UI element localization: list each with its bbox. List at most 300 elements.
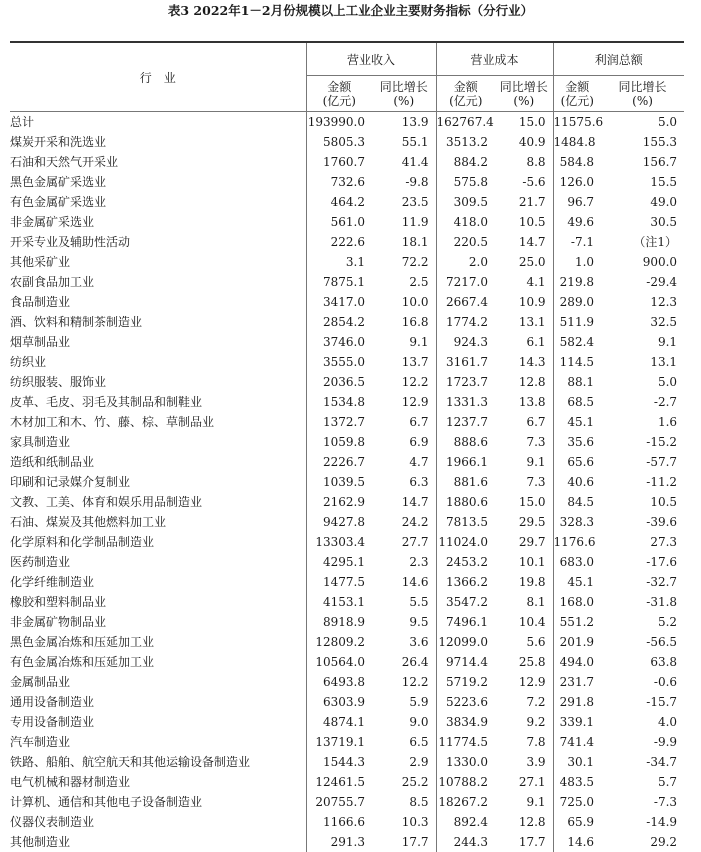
profit-growth: -7.3 [601, 792, 684, 812]
revenue-growth: 13.9 [372, 112, 436, 133]
cost-growth: 12.8 [495, 372, 553, 392]
amount-label: 金额 [327, 80, 351, 94]
table-row [10, 212, 684, 232]
revenue-amount: 12461.5 [306, 772, 372, 792]
profit-growth: -17.6 [601, 552, 684, 572]
table-row [10, 252, 684, 272]
table-row [10, 632, 684, 652]
industry-name: 纺织业 [10, 352, 306, 372]
profit-amount: 1.0 [553, 252, 601, 272]
table-row [10, 772, 684, 792]
profit-growth: 156.7 [601, 152, 684, 172]
cost-amount: 11024.0 [436, 532, 495, 552]
revenue-growth: 11.9 [372, 212, 436, 232]
cost-amount: 5719.2 [436, 672, 495, 692]
table-row [10, 192, 684, 212]
profit-amount: 11575.6 [553, 112, 601, 133]
growth-unit: (%) [513, 94, 534, 108]
cost-growth: 12.8 [495, 812, 553, 832]
industry-name: 食品制造业 [10, 292, 306, 312]
revenue-amount: 3.1 [306, 252, 372, 272]
table-row [10, 292, 684, 312]
table-row [10, 332, 684, 352]
cost-growth: 8.1 [495, 592, 553, 612]
cost-growth: 17.7 [495, 832, 553, 852]
table-row [10, 412, 684, 432]
revenue-amount: 2226.7 [306, 452, 372, 472]
cost-amount: 1774.2 [436, 312, 495, 332]
industry-name: 非金属矿采选业 [10, 212, 306, 232]
cost-amount: 2453.2 [436, 552, 495, 572]
industry-name: 计算机、通信和其他电子设备制造业 [10, 792, 306, 812]
profit-growth: 63.8 [601, 652, 684, 672]
cost-growth: 13.1 [495, 312, 553, 332]
profit-growth: 12.3 [601, 292, 684, 312]
table-row [10, 372, 684, 392]
amount-unit: (亿元) [561, 94, 594, 108]
revenue-growth: 16.8 [372, 312, 436, 332]
revenue-amount: 1534.8 [306, 392, 372, 412]
cost-growth: 40.9 [495, 132, 553, 152]
table-row [10, 832, 684, 852]
profit-growth: （注1） [601, 232, 684, 252]
profit-growth: 13.1 [601, 352, 684, 372]
cost-growth: 14.7 [495, 232, 553, 252]
revenue-growth: 6.3 [372, 472, 436, 492]
cost-growth: 12.9 [495, 672, 553, 692]
industry-name: 其他制造业 [10, 832, 306, 852]
profit-amount: 201.9 [553, 632, 601, 652]
revenue-amount: 2854.2 [306, 312, 372, 332]
table-row [10, 152, 684, 172]
industry-name: 造纸和纸制品业 [10, 452, 306, 472]
cost-growth: 7.3 [495, 472, 553, 492]
industry-name: 酒、饮料和精制茶制造业 [10, 312, 306, 332]
industry-name: 黑色金属矿采选业 [10, 172, 306, 192]
revenue-growth: 10.3 [372, 812, 436, 832]
profit-growth: -56.5 [601, 632, 684, 652]
cost-growth: 4.1 [495, 272, 553, 292]
cost-growth: 6.1 [495, 332, 553, 352]
table-row [10, 492, 684, 512]
revenue-growth: 4.7 [372, 452, 436, 472]
industry-name: 石油和天然气开采业 [10, 152, 306, 172]
industry-name: 煤炭开采和洗选业 [10, 132, 306, 152]
revenue-growth: 24.2 [372, 512, 436, 532]
industry-name: 纺织服装、服饰业 [10, 372, 306, 392]
table-row [10, 752, 684, 772]
industry-name: 金属制品业 [10, 672, 306, 692]
revenue-growth: 6.7 [372, 412, 436, 432]
profit-growth: -32.7 [601, 572, 684, 592]
table-row [10, 712, 684, 732]
industry-name: 非金属矿物制品业 [10, 612, 306, 632]
profit-amount: 219.8 [553, 272, 601, 292]
industry-name: 仪器仪表制造业 [10, 812, 306, 832]
industry-name: 家具制造业 [10, 432, 306, 452]
table-row [10, 592, 684, 612]
profit-growth-header [601, 76, 684, 112]
profit-header: 利润总额 [553, 42, 684, 76]
profit-amount: 1484.8 [553, 132, 601, 152]
profit-growth: 15.5 [601, 172, 684, 192]
revenue-amount: 6493.8 [306, 672, 372, 692]
profit-amount: 741.4 [553, 732, 601, 752]
revenue-growth-header [372, 76, 436, 112]
cost-growth: 6.7 [495, 412, 553, 432]
table-row [10, 132, 684, 152]
revenue-growth: 10.0 [372, 292, 436, 312]
table-row [10, 612, 684, 632]
revenue-growth: 17.7 [372, 832, 436, 852]
profit-growth: -14.9 [601, 812, 684, 832]
revenue-amount: 291.3 [306, 832, 372, 852]
growth-label: 同比增长 [619, 80, 667, 94]
revenue-growth: 12.2 [372, 372, 436, 392]
table-body [10, 112, 684, 852]
industry-name: 开采专业及辅助性活动 [10, 232, 306, 252]
cost-amount: 18267.2 [436, 792, 495, 812]
cost-growth: 25.0 [495, 252, 553, 272]
profit-amount: 683.0 [553, 552, 601, 572]
industry-header: 行业 [10, 42, 306, 112]
revenue-amount: 732.6 [306, 172, 372, 192]
cost-amount: 3834.9 [436, 712, 495, 732]
cost-growth: 10.9 [495, 292, 553, 312]
profit-amount: 65.9 [553, 812, 601, 832]
industry-name: 化学纤维制造业 [10, 572, 306, 592]
industry-name: 印刷和记录媒介复制业 [10, 472, 306, 492]
profit-amount: 584.8 [553, 152, 601, 172]
industry-name: 总计 [10, 112, 306, 133]
profit-amount: 168.0 [553, 592, 601, 612]
profit-amount: 84.5 [553, 492, 601, 512]
revenue-growth: 2.9 [372, 752, 436, 772]
cost-growth: -5.6 [495, 172, 553, 192]
profit-amount: 483.5 [553, 772, 601, 792]
cost-growth: 19.8 [495, 572, 553, 592]
cost-growth: 27.1 [495, 772, 553, 792]
cost-growth: 3.9 [495, 752, 553, 772]
cost-growth: 9.1 [495, 452, 553, 472]
profit-growth: -9.9 [601, 732, 684, 752]
profit-growth: 30.5 [601, 212, 684, 232]
profit-amount: 68.5 [553, 392, 601, 412]
amount-unit: (亿元) [449, 94, 482, 108]
industry-name: 木材加工和木、竹、藤、棕、草制品业 [10, 412, 306, 432]
industry-name: 橡胶和塑料制品业 [10, 592, 306, 612]
table-row [10, 812, 684, 832]
revenue-growth: 14.6 [372, 572, 436, 592]
profit-amount: 231.7 [553, 672, 601, 692]
cost-growth: 15.0 [495, 492, 553, 512]
profit-growth: 5.0 [601, 112, 684, 133]
revenue-growth: 9.1 [372, 332, 436, 352]
cost-amount: 1723.7 [436, 372, 495, 392]
profit-growth: 49.0 [601, 192, 684, 212]
revenue-amount: 1760.7 [306, 152, 372, 172]
industry-name: 专用设备制造业 [10, 712, 306, 732]
industry-name: 电气机械和器材制造业 [10, 772, 306, 792]
cost-growth: 5.6 [495, 632, 553, 652]
profit-amount: 14.6 [553, 832, 601, 852]
revenue-growth: 9.0 [372, 712, 436, 732]
revenue-amount: 3417.0 [306, 292, 372, 312]
cost-amount: 884.2 [436, 152, 495, 172]
cost-growth: 25.8 [495, 652, 553, 672]
cost-growth: 29.5 [495, 512, 553, 532]
profit-growth: 29.2 [601, 832, 684, 852]
revenue-growth: 72.2 [372, 252, 436, 272]
cost-growth: 29.7 [495, 532, 553, 552]
table-row [10, 312, 684, 332]
cost-growth: 8.8 [495, 152, 553, 172]
profit-growth: 5.7 [601, 772, 684, 792]
industry-name: 铁路、船舶、航空航天和其他运输设备制造业 [10, 752, 306, 772]
table-row-total [10, 112, 684, 133]
revenue-amount: 10564.0 [306, 652, 372, 672]
industry-name: 其他采矿业 [10, 252, 306, 272]
table-row [10, 452, 684, 472]
cost-amount: 162767.4 [436, 112, 495, 133]
profit-growth: 4.0 [601, 712, 684, 732]
revenue-amount: 4874.1 [306, 712, 372, 732]
profit-growth: -57.7 [601, 452, 684, 472]
cost-amount: 1330.0 [436, 752, 495, 772]
profit-growth: -29.4 [601, 272, 684, 292]
cost-growth: 14.3 [495, 352, 553, 372]
industry-name: 烟草制品业 [10, 332, 306, 352]
amount-unit: (亿元) [323, 94, 356, 108]
table-title: 表3 2022年1－2月份规模以上工业企业主要财务指标（分行业） [0, 0, 701, 22]
revenue-growth: 3.6 [372, 632, 436, 652]
profit-growth: 1.6 [601, 412, 684, 432]
cost-amount: 244.3 [436, 832, 495, 852]
industry-name: 汽车制造业 [10, 732, 306, 752]
profit-amount: 96.7 [553, 192, 601, 212]
table-row [10, 172, 684, 192]
revenue-growth: 5.9 [372, 692, 436, 712]
profit-growth: -34.7 [601, 752, 684, 772]
revenue-header: 营业收入 [306, 42, 436, 76]
revenue-amount: 20755.7 [306, 792, 372, 812]
cost-amount: 888.6 [436, 432, 495, 452]
profit-amount: 88.1 [553, 372, 601, 392]
cost-growth: 21.7 [495, 192, 553, 212]
cost-amount: 3161.7 [436, 352, 495, 372]
revenue-growth: 27.7 [372, 532, 436, 552]
industry-name: 黑色金属冶炼和压延加工业 [10, 632, 306, 652]
revenue-growth: 23.5 [372, 192, 436, 212]
table-row [10, 392, 684, 412]
cost-amount: 2.0 [436, 252, 495, 272]
revenue-amount: 3746.0 [306, 332, 372, 352]
document-page [0, 0, 701, 22]
revenue-amount: 1544.3 [306, 752, 372, 772]
profit-growth: -15.2 [601, 432, 684, 452]
industry-name: 通用设备制造业 [10, 692, 306, 712]
profit-amount: 65.6 [553, 452, 601, 472]
table-row [10, 232, 684, 252]
cost-amount: 3547.2 [436, 592, 495, 612]
table-row [10, 672, 684, 692]
cost-amount: 3513.2 [436, 132, 495, 152]
profit-growth: -31.8 [601, 592, 684, 612]
cost-amount: 1880.6 [436, 492, 495, 512]
revenue-growth: 9.5 [372, 612, 436, 632]
profit-amount: 40.6 [553, 472, 601, 492]
table-row [10, 552, 684, 572]
profit-growth: 5.2 [601, 612, 684, 632]
cost-growth: 7.8 [495, 732, 553, 752]
cost-growth: 9.1 [495, 792, 553, 812]
profit-amount: 291.8 [553, 692, 601, 712]
revenue-amount: 1372.7 [306, 412, 372, 432]
financial-indicators-table [10, 41, 684, 852]
cost-amount: 220.5 [436, 232, 495, 252]
revenue-amount: 1166.6 [306, 812, 372, 832]
profit-amount: 551.2 [553, 612, 601, 632]
table-row [10, 472, 684, 492]
table-row [10, 572, 684, 592]
revenue-growth: 14.7 [372, 492, 436, 512]
profit-growth: -15.7 [601, 692, 684, 712]
table-row [10, 732, 684, 752]
cost-amount: 2667.4 [436, 292, 495, 312]
cost-growth: 13.8 [495, 392, 553, 412]
profit-amount: 289.0 [553, 292, 601, 312]
table-row [10, 692, 684, 712]
cost-amount: 10788.2 [436, 772, 495, 792]
cost-amount: 1366.2 [436, 572, 495, 592]
revenue-amount: 1039.5 [306, 472, 372, 492]
cost-amount: 1237.7 [436, 412, 495, 432]
growth-label: 同比增长 [380, 80, 428, 94]
cost-amount: 924.3 [436, 332, 495, 352]
growth-unit: (%) [393, 94, 414, 108]
revenue-amount: 12809.2 [306, 632, 372, 652]
profit-amount: 114.5 [553, 352, 601, 372]
revenue-amount-header [306, 76, 372, 112]
revenue-growth: 6.9 [372, 432, 436, 452]
revenue-growth: 5.5 [372, 592, 436, 612]
revenue-amount: 1059.8 [306, 432, 372, 452]
amount-label: 金额 [565, 80, 589, 94]
cost-amount: 12099.0 [436, 632, 495, 652]
profit-amount: 328.3 [553, 512, 601, 532]
revenue-growth: 18.1 [372, 232, 436, 252]
profit-growth: 155.3 [601, 132, 684, 152]
cost-growth-header [495, 76, 553, 112]
industry-name: 化学原料和化学制品制造业 [10, 532, 306, 552]
profit-growth: -11.2 [601, 472, 684, 492]
profit-growth: -2.7 [601, 392, 684, 412]
revenue-amount: 5805.3 [306, 132, 372, 152]
cost-amount: 892.4 [436, 812, 495, 832]
cost-amount: 575.8 [436, 172, 495, 192]
industry-name: 文教、工美、体育和娱乐用品制造业 [10, 492, 306, 512]
revenue-amount: 9427.8 [306, 512, 372, 532]
revenue-growth: 6.5 [372, 732, 436, 752]
revenue-amount: 4295.1 [306, 552, 372, 572]
growth-unit: (%) [632, 94, 653, 108]
cost-amount: 9714.4 [436, 652, 495, 672]
cost-header: 营业成本 [436, 42, 553, 76]
revenue-growth: 2.3 [372, 552, 436, 572]
industry-name: 石油、煤炭及其他燃料加工业 [10, 512, 306, 532]
profit-amount: 30.1 [553, 752, 601, 772]
table-row [10, 272, 684, 292]
cost-amount-header [436, 76, 495, 112]
profit-growth: 10.5 [601, 492, 684, 512]
cost-amount: 7813.5 [436, 512, 495, 532]
profit-amount: 511.9 [553, 312, 601, 332]
profit-amount: 126.0 [553, 172, 601, 192]
industry-name: 医药制造业 [10, 552, 306, 572]
profit-growth: 9.1 [601, 332, 684, 352]
industry-name: 农副食品加工业 [10, 272, 306, 292]
revenue-growth: 2.5 [372, 272, 436, 292]
cost-amount: 309.5 [436, 192, 495, 212]
revenue-amount: 7875.1 [306, 272, 372, 292]
revenue-amount: 13303.4 [306, 532, 372, 552]
cost-amount: 1331.3 [436, 392, 495, 412]
revenue-growth: 55.1 [372, 132, 436, 152]
profit-amount: 45.1 [553, 572, 601, 592]
revenue-amount: 3555.0 [306, 352, 372, 372]
cost-amount: 1966.1 [436, 452, 495, 472]
profit-growth: -0.6 [601, 672, 684, 692]
profit-growth: -39.6 [601, 512, 684, 532]
cost-amount: 5223.6 [436, 692, 495, 712]
table-row [10, 652, 684, 672]
revenue-growth: 12.2 [372, 672, 436, 692]
revenue-amount: 2036.5 [306, 372, 372, 392]
industry-name: 皮革、毛皮、羽毛及其制品和制鞋业 [10, 392, 306, 412]
profit-amount: 725.0 [553, 792, 601, 812]
revenue-amount: 2162.9 [306, 492, 372, 512]
profit-amount: 1176.6 [553, 532, 601, 552]
revenue-growth: -9.8 [372, 172, 436, 192]
cost-growth: 10.4 [495, 612, 553, 632]
cost-amount: 7496.1 [436, 612, 495, 632]
table-row [10, 512, 684, 532]
table-row [10, 352, 684, 372]
revenue-amount: 1477.5 [306, 572, 372, 592]
cost-amount: 11774.5 [436, 732, 495, 752]
revenue-amount: 464.2 [306, 192, 372, 212]
cost-amount: 881.6 [436, 472, 495, 492]
revenue-amount: 193990.0 [306, 112, 372, 133]
profit-amount: 35.6 [553, 432, 601, 452]
profit-growth: 900.0 [601, 252, 684, 272]
revenue-amount: 8918.9 [306, 612, 372, 632]
profit-amount-header [553, 76, 601, 112]
amount-label: 金额 [454, 80, 478, 94]
revenue-growth: 8.5 [372, 792, 436, 812]
profit-growth: 5.0 [601, 372, 684, 392]
revenue-growth: 41.4 [372, 152, 436, 172]
revenue-amount: 4153.1 [306, 592, 372, 612]
table-row [10, 532, 684, 552]
revenue-growth: 26.4 [372, 652, 436, 672]
profit-amount: -7.1 [553, 232, 601, 252]
profit-growth: 27.3 [601, 532, 684, 552]
cost-growth: 7.2 [495, 692, 553, 712]
revenue-amount: 13719.1 [306, 732, 372, 752]
cost-growth: 10.5 [495, 212, 553, 232]
revenue-amount: 222.6 [306, 232, 372, 252]
